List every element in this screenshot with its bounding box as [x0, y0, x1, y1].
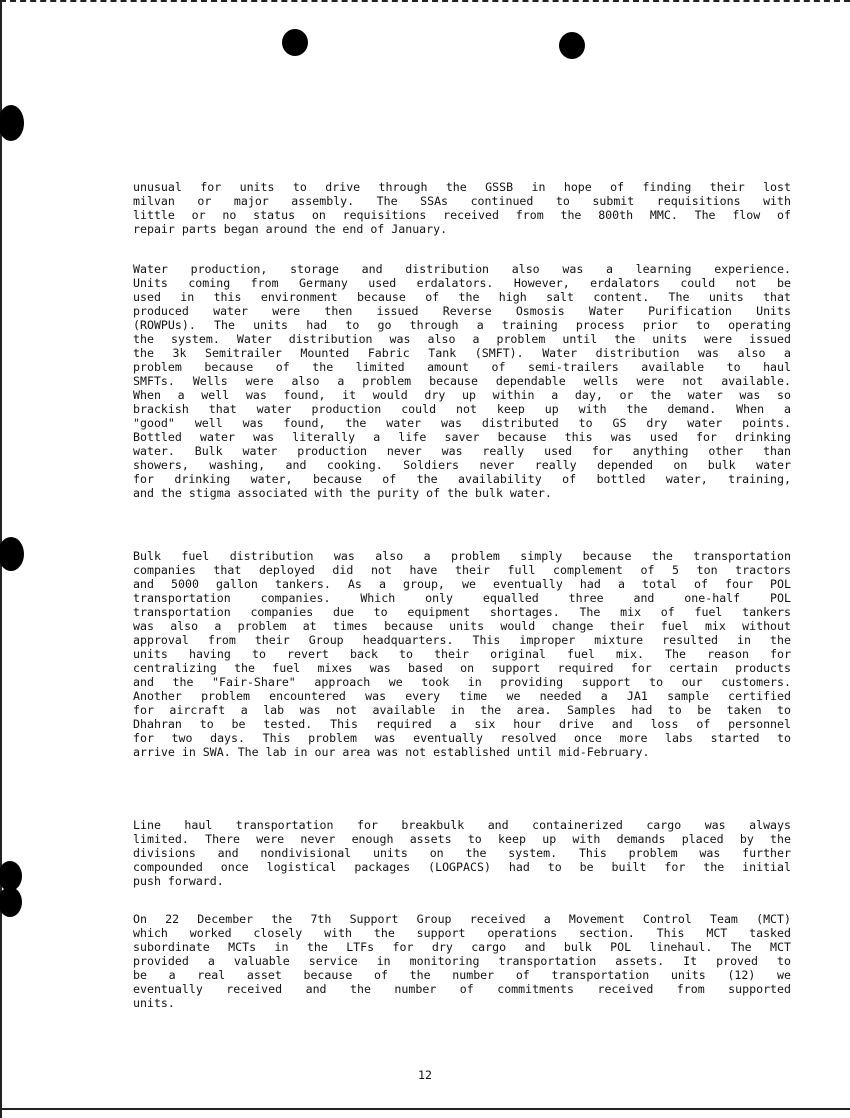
- text-line: arrive in SWA. The lab in our area was not established until mid-February.: [133, 745, 650, 759]
- text-line: unusual for units to drive through the GSSB in hope of finding their lost: [133, 180, 791, 194]
- text-line: was also a problem at times because units would change their fuel mix without: [133, 619, 791, 633]
- text-line: the system. Water distribution was also a problem until the units were issued: [133, 332, 791, 346]
- page-edge-top: [0, 0, 850, 2]
- punch-hole: [0, 537, 24, 571]
- text-line: Units coming from Germany used erdalators. However, erdalators could not be: [133, 276, 791, 290]
- text-line: little or no status on requisitions received from the 800th MMC. The flow of: [133, 208, 791, 222]
- punch-hole: [0, 105, 24, 141]
- text-line: units having to revert back to their original fuel mix. The reason for: [133, 647, 791, 661]
- page-edge-bottom: [0, 1108, 850, 1110]
- text-line: brackish that water production could not keep up with the demand. When a: [133, 402, 791, 416]
- text-line: push forward.: [133, 874, 224, 888]
- text-line: produced water were then issued Reverse Osmosis Water Purification Units: [133, 304, 791, 318]
- text-line: be a real asset because of the number of transportation units (12) we: [133, 968, 791, 982]
- text-line: subordinate MCTs in the LTFs for dry cargo and bulk POL linehaul. The MCT: [133, 940, 791, 954]
- punch-hole: [559, 32, 585, 59]
- text-line: milvan or major assembly. The SSAs continued to submit requisitions with: [133, 194, 791, 208]
- text-line: Water production, storage and distribution also was a learning experience.: [133, 262, 791, 276]
- text-line: Another problem encountered was every time we needed a JA1 sample certified: [133, 689, 791, 703]
- text-line: for aircraft a lab was not available in the area. Samples had to be taken to: [133, 703, 791, 717]
- text-line: On 22 December the 7th Support Group received a Movement Control Team (MCT): [133, 912, 791, 926]
- text-line: transportation companies. Which only equalled three and one-half POL: [133, 591, 791, 605]
- text-line: repair parts began around the end of January.: [133, 222, 448, 236]
- text-line: showers, washing, and cooking. Soldiers never really depended on bulk water: [133, 458, 791, 472]
- text-line: eventually received and the number of commitments received from supported: [133, 982, 791, 996]
- paragraph-movement-control: [133, 912, 791, 1010]
- text-line: approval from their Group headquarters. This improper mixture resulted in the: [133, 633, 791, 647]
- paragraph-line-haul: [133, 818, 791, 888]
- text-line: used in this environment because of the high salt content. The units that: [133, 290, 791, 304]
- text-line: for drinking water, because of the availability of bottled water, training,: [133, 472, 791, 486]
- paragraph-repair-parts: [133, 180, 791, 236]
- text-line: Bottled water was literally a life saver because this was used for drinking: [133, 430, 791, 444]
- text-line: provided a valuable service in monitoring transportation assets. It proved to: [133, 954, 791, 968]
- text-line: limited. There were never enough assets to keep up with demands placed by the: [133, 832, 791, 846]
- text-line: units.: [133, 996, 175, 1010]
- text-line: Line haul transportation for breakbulk and containerized cargo was always: [133, 818, 791, 832]
- text-line: When a well was found, it would dry up within a day, or the water was so: [133, 388, 791, 402]
- text-line: which worked closely with the support operations section. This MCT tasked: [133, 926, 791, 940]
- punch-hole: [0, 887, 22, 917]
- text-line: SMFTs. Wells were also a problem because dependable wells were not available.: [133, 374, 791, 388]
- paragraph-bulk-fuel: [133, 549, 791, 759]
- text-line: and 5000 gallon tankers. As a group, we eventually had a total of four POL: [133, 577, 791, 591]
- text-line: the 3k Semitrailer Mounted Fabric Tank (SMFT). Water distribution was also a: [133, 346, 791, 360]
- text-line: and the "Fair-Share" approach we took in providing support to our customers.: [133, 675, 791, 689]
- text-line: for two days. This problem was eventually resolved once more labs started to: [133, 731, 791, 745]
- punch-hole: [282, 29, 308, 56]
- text-line: "good" well was found, the water was distributed to GS dry water points.: [133, 416, 791, 430]
- text-line: divisions and nondivisional units on the system. This problem was further: [133, 846, 791, 860]
- text-line: companies that deployed did not have their full complement of 5 ton tractors: [133, 563, 791, 577]
- text-line: centralizing the fuel mixes was based on support required for certain products: [133, 661, 791, 675]
- text-line: (ROWPUs). The units had to go through a training process prior to operating: [133, 318, 791, 332]
- text-line: transportation companies due to equipment shortages. The mix of fuel tankers: [133, 605, 791, 619]
- text-line: compounded once logistical packages (LOGPACS) had to be built for the initial: [133, 860, 791, 874]
- text-line: problem because of the limited amount of semi-trailers available to haul: [133, 360, 791, 374]
- text-line: water. Bulk water production never was really used for anything other than: [133, 444, 791, 458]
- text-line: Bulk fuel distribution was also a problem simply because the transportation: [133, 549, 791, 563]
- text-line: Dhahran to be tested. This required a six hour drive and loss of personnel: [133, 717, 791, 731]
- text-line: and the stigma associated with the purity of the bulk water.: [133, 486, 552, 500]
- page-number: 12: [418, 1068, 432, 1082]
- paragraph-water-production: [133, 262, 791, 500]
